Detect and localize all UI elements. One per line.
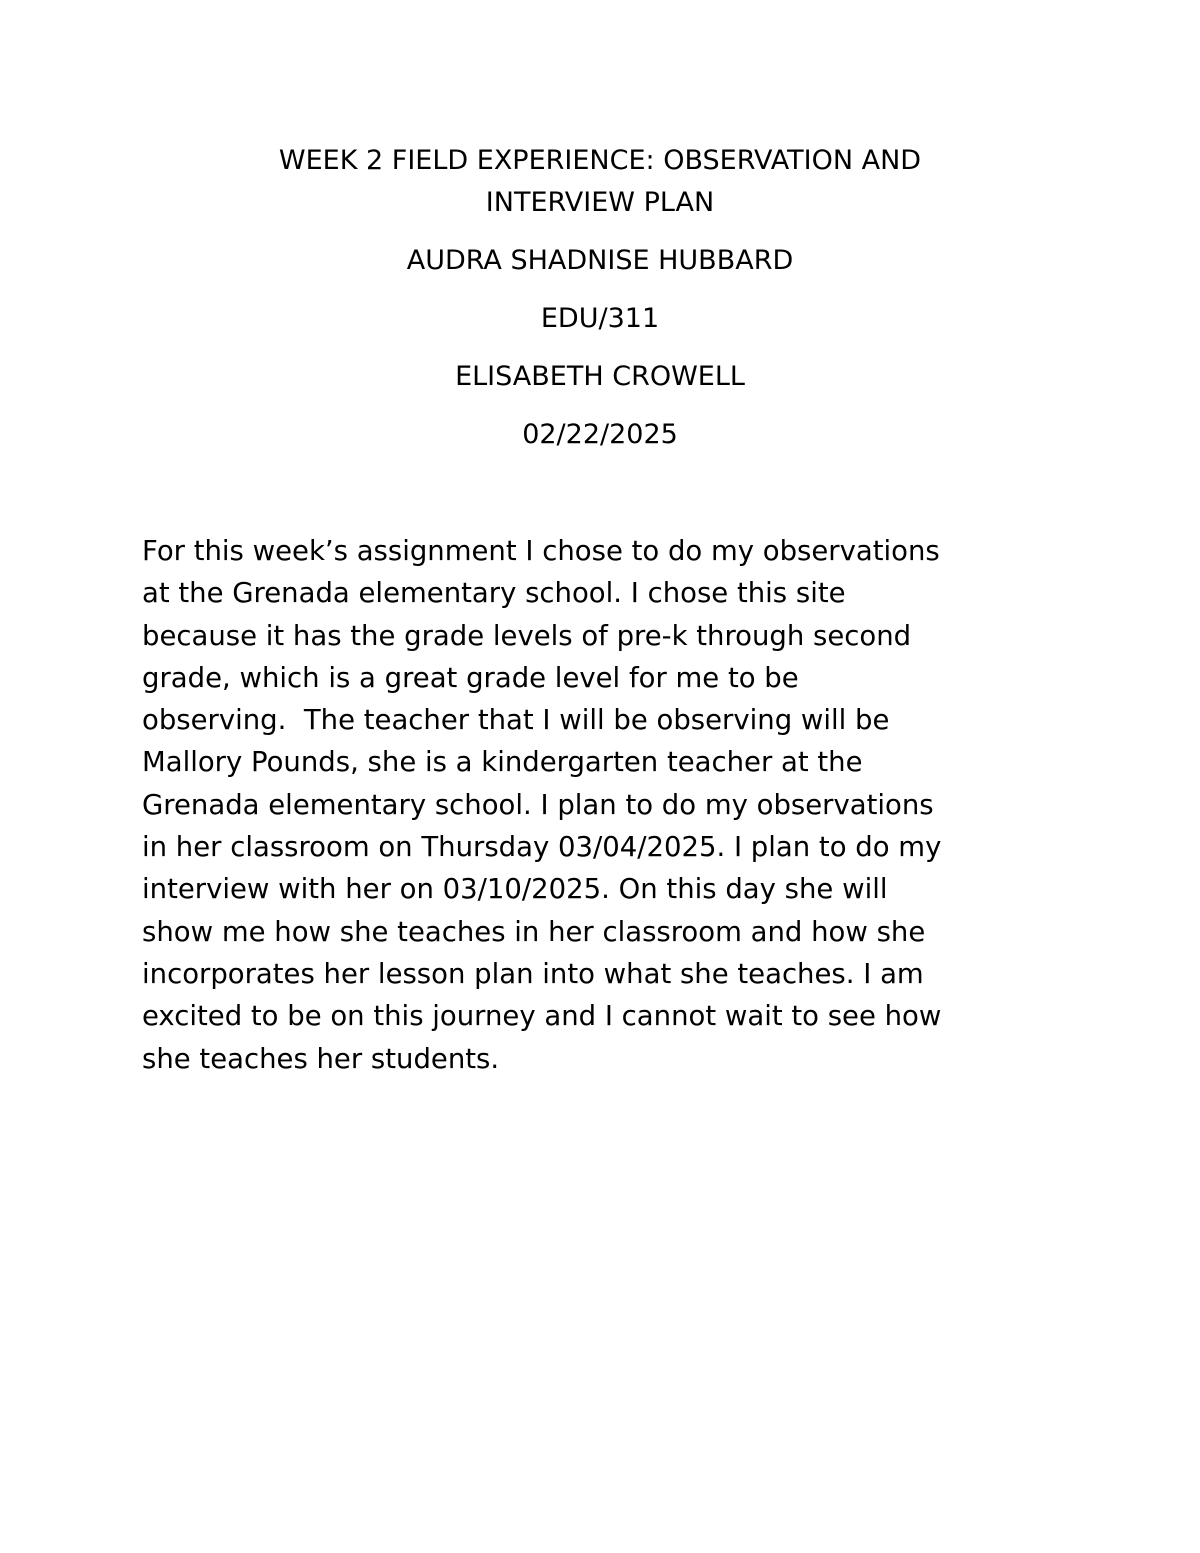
- author-name: AUDRA SHADNISE HUBBARD: [406, 245, 794, 276]
- body-line: she teaches her students.: [142, 1042, 500, 1075]
- body-line: in her classroom on Thursday 03/04/2025. I plan to do my: [142, 831, 942, 864]
- title-line: WEEK 2 FIELD EXPERIENCE: OBSERVATION AND: [278, 145, 922, 176]
- course-code: EDU/311: [540, 303, 660, 334]
- body-line: show me how she teaches in her classroom and how she: [142, 915, 926, 948]
- body-line: observing. The teacher that I will be observing will be: [142, 704, 890, 737]
- body-line: grade, which is a great grade level for me to be: [142, 661, 799, 694]
- body-paragraph: [142, 530, 1082, 1080]
- body-line: because it has the grade levels of pre-k through second: [142, 619, 912, 652]
- body-line: Mallory Pounds, she is a kindergarten teacher at the: [142, 746, 863, 779]
- body-line: For this week’s assignment I chose to do my observations: [142, 535, 940, 567]
- body-line: at the Grenada elementary school. I chose this site: [142, 577, 846, 610]
- title-block: [150, 140, 1050, 456]
- body-line: interview with her on 03/10/2025. On this day she will: [142, 873, 888, 906]
- title-line: INTERVIEW PLAN: [485, 187, 715, 218]
- body-line: excited to be on this journey and I cannot wait to see how: [142, 1000, 942, 1033]
- body-line: incorporates her lesson plan into what she teaches. I am: [142, 957, 924, 990]
- document-title: [150, 140, 1050, 224]
- body-line: Grenada elementary school. I plan to do my observations: [142, 788, 934, 821]
- instructor-name: ELISABETH CROWELL: [455, 361, 745, 392]
- document-date: 02/22/2025: [522, 419, 678, 450]
